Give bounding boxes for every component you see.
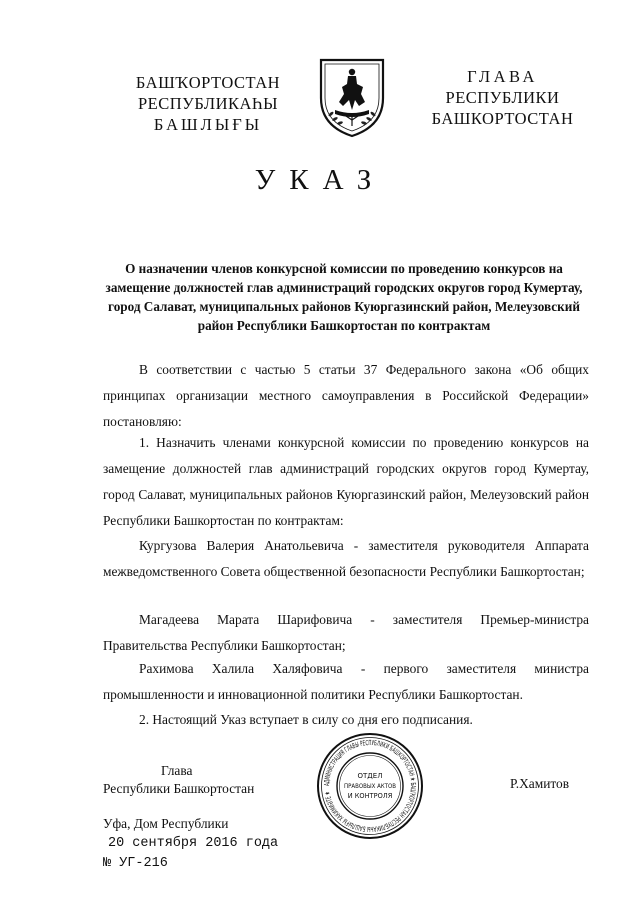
header-left-block — [118, 72, 298, 135]
signatory-post-line-2: Республики Башкортостан — [103, 781, 255, 796]
body-intro-paragraph: В соответствии с частью 5 статьи 37 Федерального закона «Об общих принципах организации местного самоуправления в Российской Федерации» постановляю: — [103, 362, 589, 429]
stamp-center-line-2: ПРАВОВЫХ АКТОВ — [344, 783, 396, 790]
header-right-line-3: БАШКОРТОСТАН — [431, 109, 574, 128]
body-item-1-paragraph: 1. Назначить членами конкурсной комиссии по проведению конкурсов на замещение должностей глав администраций городских округов город Кумертау, город Салават, муниципальных районов Куюргазинский район, Мелеузовский район Республики Башкортостан по контрактам: — [103, 435, 589, 528]
header-left-line-3: БАШЛЫҒЫ — [153, 115, 263, 134]
header-right-line-2: РЕСПУБЛИКИ — [445, 88, 560, 107]
official-stamp-icon — [315, 731, 425, 841]
header-left-line-2: РЕСПУБЛИКАҺЫ — [137, 94, 279, 113]
place-of-signing: Уфа, Дом Республики — [103, 816, 229, 831]
signatory-post — [103, 762, 283, 798]
stamp-ring-text: АДМИНИСТРАЦИЯ ГЛАВЫ РЕСПУБЛИКИ БАШКОРТОСТАН ★ БАШҠОРТОСТАН РЕСПУБЛИКАҺЫ БАШЛЫҒЫ ХАКИМИӘТЕ ★ — [322, 738, 418, 834]
header-left-line-1: БАШҠОРТОСТАН — [135, 73, 281, 92]
member-item-3: Рахимова Халила Халяфовича - первого заместителя министра промышленности и инновационной политики Республики Башкортостан. — [103, 661, 589, 702]
stamp-center-line-1: ОТДЕЛ — [357, 772, 383, 780]
member-item-2: Магадеева Марата Шарифовича - заместителя Премьер-министра Правительства Республики Башкортостан; — [103, 612, 589, 653]
signatory-name: Р.Хамитов — [510, 776, 570, 791]
signatory-post-line-1: Глава — [161, 763, 193, 778]
stamp-center-line-3: И КОНТРОЛЯ — [347, 792, 393, 800]
document-title: УКАЗ — [254, 164, 386, 196]
header-right-block — [420, 66, 585, 129]
coat-of-arms-icon — [315, 54, 389, 140]
document-number: № УГ-216 — [103, 856, 168, 871]
member-item-1: Кургузова Валерия Анатольевича - заместителя руководителя Аппарата межведомственного Совета общественной безопасности Республики Башкортостан; — [103, 538, 589, 579]
document-date: 20 сентября 2016 года — [108, 836, 279, 851]
header-right-line-1: ГЛАВА — [467, 67, 538, 86]
body-item-2-paragraph: 2. Настоящий Указ вступает в силу со дня его подписания. — [139, 712, 473, 727]
document-subject: О назначении членов конкурсной комиссии по проведению конкурсов на замещение должностей глав администраций городских округов город Кумертау, город Салават, муниципальных районов Куюргазинский район, Мелеузовский район Республики Башкортостан по контрактам — [105, 261, 583, 333]
